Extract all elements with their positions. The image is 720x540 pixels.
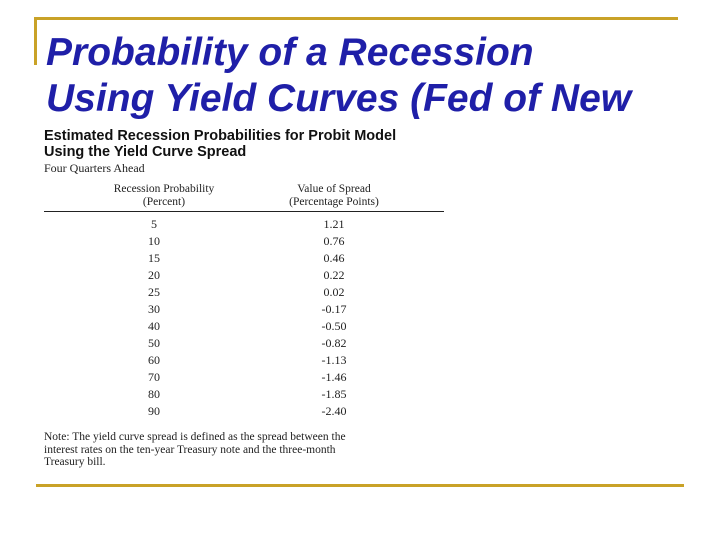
spread-cell: -1.13 — [321, 353, 347, 367]
table-row — [44, 301, 444, 318]
table-note-line1: Note: The yield curve spread is defined as the spread between the — [44, 431, 346, 443]
col-header-spread-line2: (Percentage Points) — [289, 196, 379, 208]
col-header-probability-line2: (Percent) — [142, 196, 186, 208]
spread-cell: 0.22 — [323, 268, 345, 282]
prob-cell: 10 — [148, 234, 160, 248]
table-row — [44, 250, 444, 267]
spread-cell: -1.85 — [321, 387, 347, 401]
col-header-probability — [84, 183, 244, 209]
recession-probability-table — [44, 128, 444, 468]
col-header-spread-line1: Value of Spread — [297, 183, 371, 195]
table-note — [44, 431, 434, 469]
prob-cell: 70 — [148, 370, 160, 384]
table-row — [44, 386, 444, 403]
spread-cell: 0.76 — [323, 234, 345, 248]
table-row — [44, 369, 444, 386]
prob-cell: 25 — [148, 285, 160, 299]
prob-cell: 90 — [148, 404, 160, 418]
spread-cell: 0.02 — [323, 285, 345, 299]
prob-cell: 50 — [148, 336, 160, 350]
table-title — [44, 128, 444, 160]
spread-cell: -1.46 — [321, 370, 347, 384]
col-header-probability-line1: Recession Probability — [113, 183, 215, 195]
slide-title-line2: Using Yield Curves (Fed of New — [46, 77, 632, 120]
table-row — [44, 216, 444, 233]
table-row — [44, 352, 444, 369]
table-row — [44, 267, 444, 284]
prob-cell: 60 — [148, 353, 160, 367]
table-row — [44, 335, 444, 352]
spread-cell: 1.21 — [323, 217, 345, 231]
prob-cell: 40 — [148, 319, 160, 333]
slide-title — [46, 30, 706, 122]
col-header-spread — [254, 183, 414, 209]
prob-cell: 15 — [148, 251, 160, 265]
prob-cell: 20 — [148, 268, 160, 282]
table-row — [44, 403, 444, 420]
left-accent-rule — [34, 17, 37, 65]
spread-cell: -0.82 — [321, 336, 347, 350]
table-title-line1: Estimated Recession Probabilities for Probit Model — [44, 128, 397, 144]
prob-cell: 80 — [148, 387, 160, 401]
spread-cell: -0.50 — [321, 319, 347, 333]
bottom-accent-rule — [36, 484, 684, 487]
table-note-line2: interest rates on the ten-year Treasury note and the three-month — [44, 443, 336, 456]
slide-title-line1: Probability of a Recession — [46, 31, 534, 74]
top-accent-rule — [34, 17, 678, 20]
table-row — [44, 318, 444, 335]
table-note-line3: Treasury bill. — [44, 456, 106, 468]
spread-cell: 0.46 — [323, 251, 345, 265]
table-subtitle: Four Quarters Ahead — [44, 161, 145, 175]
table-title-line2: Using the Yield Curve Spread — [44, 144, 247, 160]
spread-cell: -0.17 — [321, 302, 347, 316]
prob-cell: 30 — [148, 302, 160, 316]
prob-cell: 5 — [151, 217, 157, 231]
table-body — [44, 216, 444, 420]
table-header-row — [44, 183, 444, 212]
table-row — [44, 233, 444, 250]
spread-cell: -2.40 — [321, 404, 347, 418]
table-row — [44, 284, 444, 301]
